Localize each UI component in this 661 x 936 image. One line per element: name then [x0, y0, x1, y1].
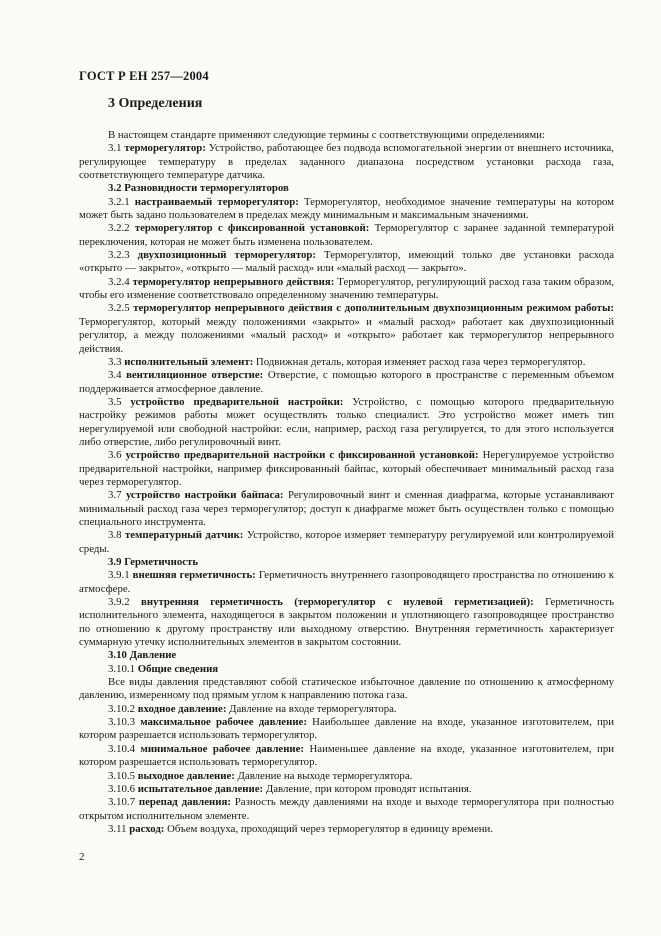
- section-title: 3 Определения: [108, 96, 203, 111]
- definition-3-3: 3.3 исполнительный элемент: Подвижная деталь, которая изменяет расход газа через терморегулятор.: [108, 355, 586, 368]
- definition-3-11: 3.11 расход: Объем воздуха, проходящий через терморегулятор в единицу времени.: [108, 822, 494, 835]
- definition-3-10-4: 3.10.4 минимальное рабочее давление: Наименьшее давление на входе, указанное изготовителем, при котором разрешается использовать терморегулятор.: [79, 742, 615, 769]
- definition-3-2-4: 3.2.4 терморегулятор непрерывного действия: Терморегулятор, регулирующий расход газа таким образом, чтобы его изменение соответствовало определенному значению температуры.: [79, 275, 614, 302]
- page-number: 2: [79, 851, 85, 863]
- definition-3-9-2: 3.9.2 внутренняя герметичность (терморегулятор с нулевой герметизацией): Герметичность исполнительного элемента, находящегося в закрытом положении и уплотняющего газопроводящее пространство по отношению к другому пространству или выходному отверстию. Внутренняя герметичность характеризует суммарную утечку исполнительных элементов в закрытом состоянии.: [79, 596, 615, 649]
- definition-3-10-2: 3.10.2 входное давление: Давление на входе терморегулятора.: [108, 702, 397, 715]
- definition-3-10-7: 3.10.7 перепад давления: Разность между давлениями на входе и выходе терморегулятора при полностью открытом исполнительном элементе.: [79, 796, 614, 822]
- definition-3-8: 3.8 температурный датчик: Устройство, которое измеряет температуру регулируемой или контролируемой среды.: [79, 529, 614, 555]
- subheading-3-10: 3.10 Давление: [108, 649, 177, 662]
- general-paragraph: Все виды давления представляют собой статическое избыточное давление по отношению к атмосферному давлению, измеренному под прямым углом к направлению потока газа.: [79, 676, 614, 702]
- definition-3-10-3: 3.10.3 максимальное рабочее давление: Наибольшее давление на входе, указанное изготовителем, при котором разрешается использовать терморегулятор.: [79, 716, 614, 742]
- definition-3-9-1: 3.9.1 внешняя герметичность: Герметичность внутреннего газопроводящего пространства по отношению к атмосфере.: [79, 569, 614, 595]
- intro-paragraph: В настоящем стандарте применяют следующие термины с соответствующими определениями:: [108, 129, 545, 141]
- standard-header: ГОСТ Р ЕН 257—2004: [79, 69, 209, 83]
- subheading-3-2: 3.2 Разновидности терморегуляторов: [108, 182, 289, 195]
- definition-3-5: 3.5 устройство предварительной настройки: Устройство, с помощью которого предварительную настройку режимов работы может осуществлять только специалист. Это устройство может иметь тип нерегулируемой или свободной настройки: если, например, расход газа регулируется, то для этого используется либо отверстие, либо регулировочный винт.: [79, 395, 614, 448]
- definition-3-2-1: 3.2.1 настраиваемый терморегулятор: Терморегулятор, необходимое значение температуры на котором может быть задано пользователем в пределах между минимальным и максимальным значениями.: [79, 195, 615, 222]
- definition-3-10-6: 3.10.6 испытательное давление: Давление, при котором проводят испытания.: [108, 782, 472, 795]
- document-body: [79, 129, 614, 836]
- definition-3-6: 3.6 устройство предварительной настройки с фиксированной установкой: Нерегулируемое устройство предварительной настройки, например фиксированный байпас, который обеспечивает минимальный расход газа через терморегулятор.: [79, 449, 614, 488]
- definition-3-10-5: 3.10.5 выходное давление: Давление на выходе терморегулятора.: [108, 769, 413, 782]
- subheading-3-10-1: 3.10.1 Общие сведения: [108, 662, 219, 675]
- definition-3-2-3: 3.2.3 двухпозиционный терморегулятор: Терморегулятор, имеющий только две установки расхода «открыто — закрыто», «открыто — малый расход» или «малый расход — закрыто».: [79, 249, 614, 275]
- definition-3-4: 3.4 вентиляционное отверстие: Отверстие, с помощью которого в пространстве с переменным объемом поддерживается атмосферное давление.: [79, 369, 614, 395]
- definition-3-1: 3.1 терморегулятор: Устройство, работающее без подвода вспомогательной энергии от внешнего источника, регулирующее температуру в пределах заданного диапазона посредством установки расхода газа, соответствующего температуре датчика.: [79, 142, 615, 182]
- definition-3-2-2: 3.2.2 терморегулятор с фиксированной установкой: Терморегулятор с заранее заданной температурой переключения, которая не может быть изменена пользователем.: [79, 222, 614, 248]
- definition-3-2-5: 3.2.5 терморегулятор непрерывного действия с дополнительным двухпозиционным режимом работы: Терморегулятор, который между положениями «закрыто» и «малый расход» работает как двухпозиционный регулятор, а между положениями «малый расход» и «открыто» работает как терморегулятор непрерывного действия.: [79, 302, 614, 355]
- subheading-3-9: 3.9 Герметичность: [108, 556, 199, 568]
- definition-3-7: 3.7 устройство настройки байпаса: Регулировочный винт и сменная диафрагма, которые устанавливают минимальный расход газа через терморегулятор; доступ к диафрагме может быть осуществлен только с помощью специального инструмента.: [79, 489, 614, 528]
